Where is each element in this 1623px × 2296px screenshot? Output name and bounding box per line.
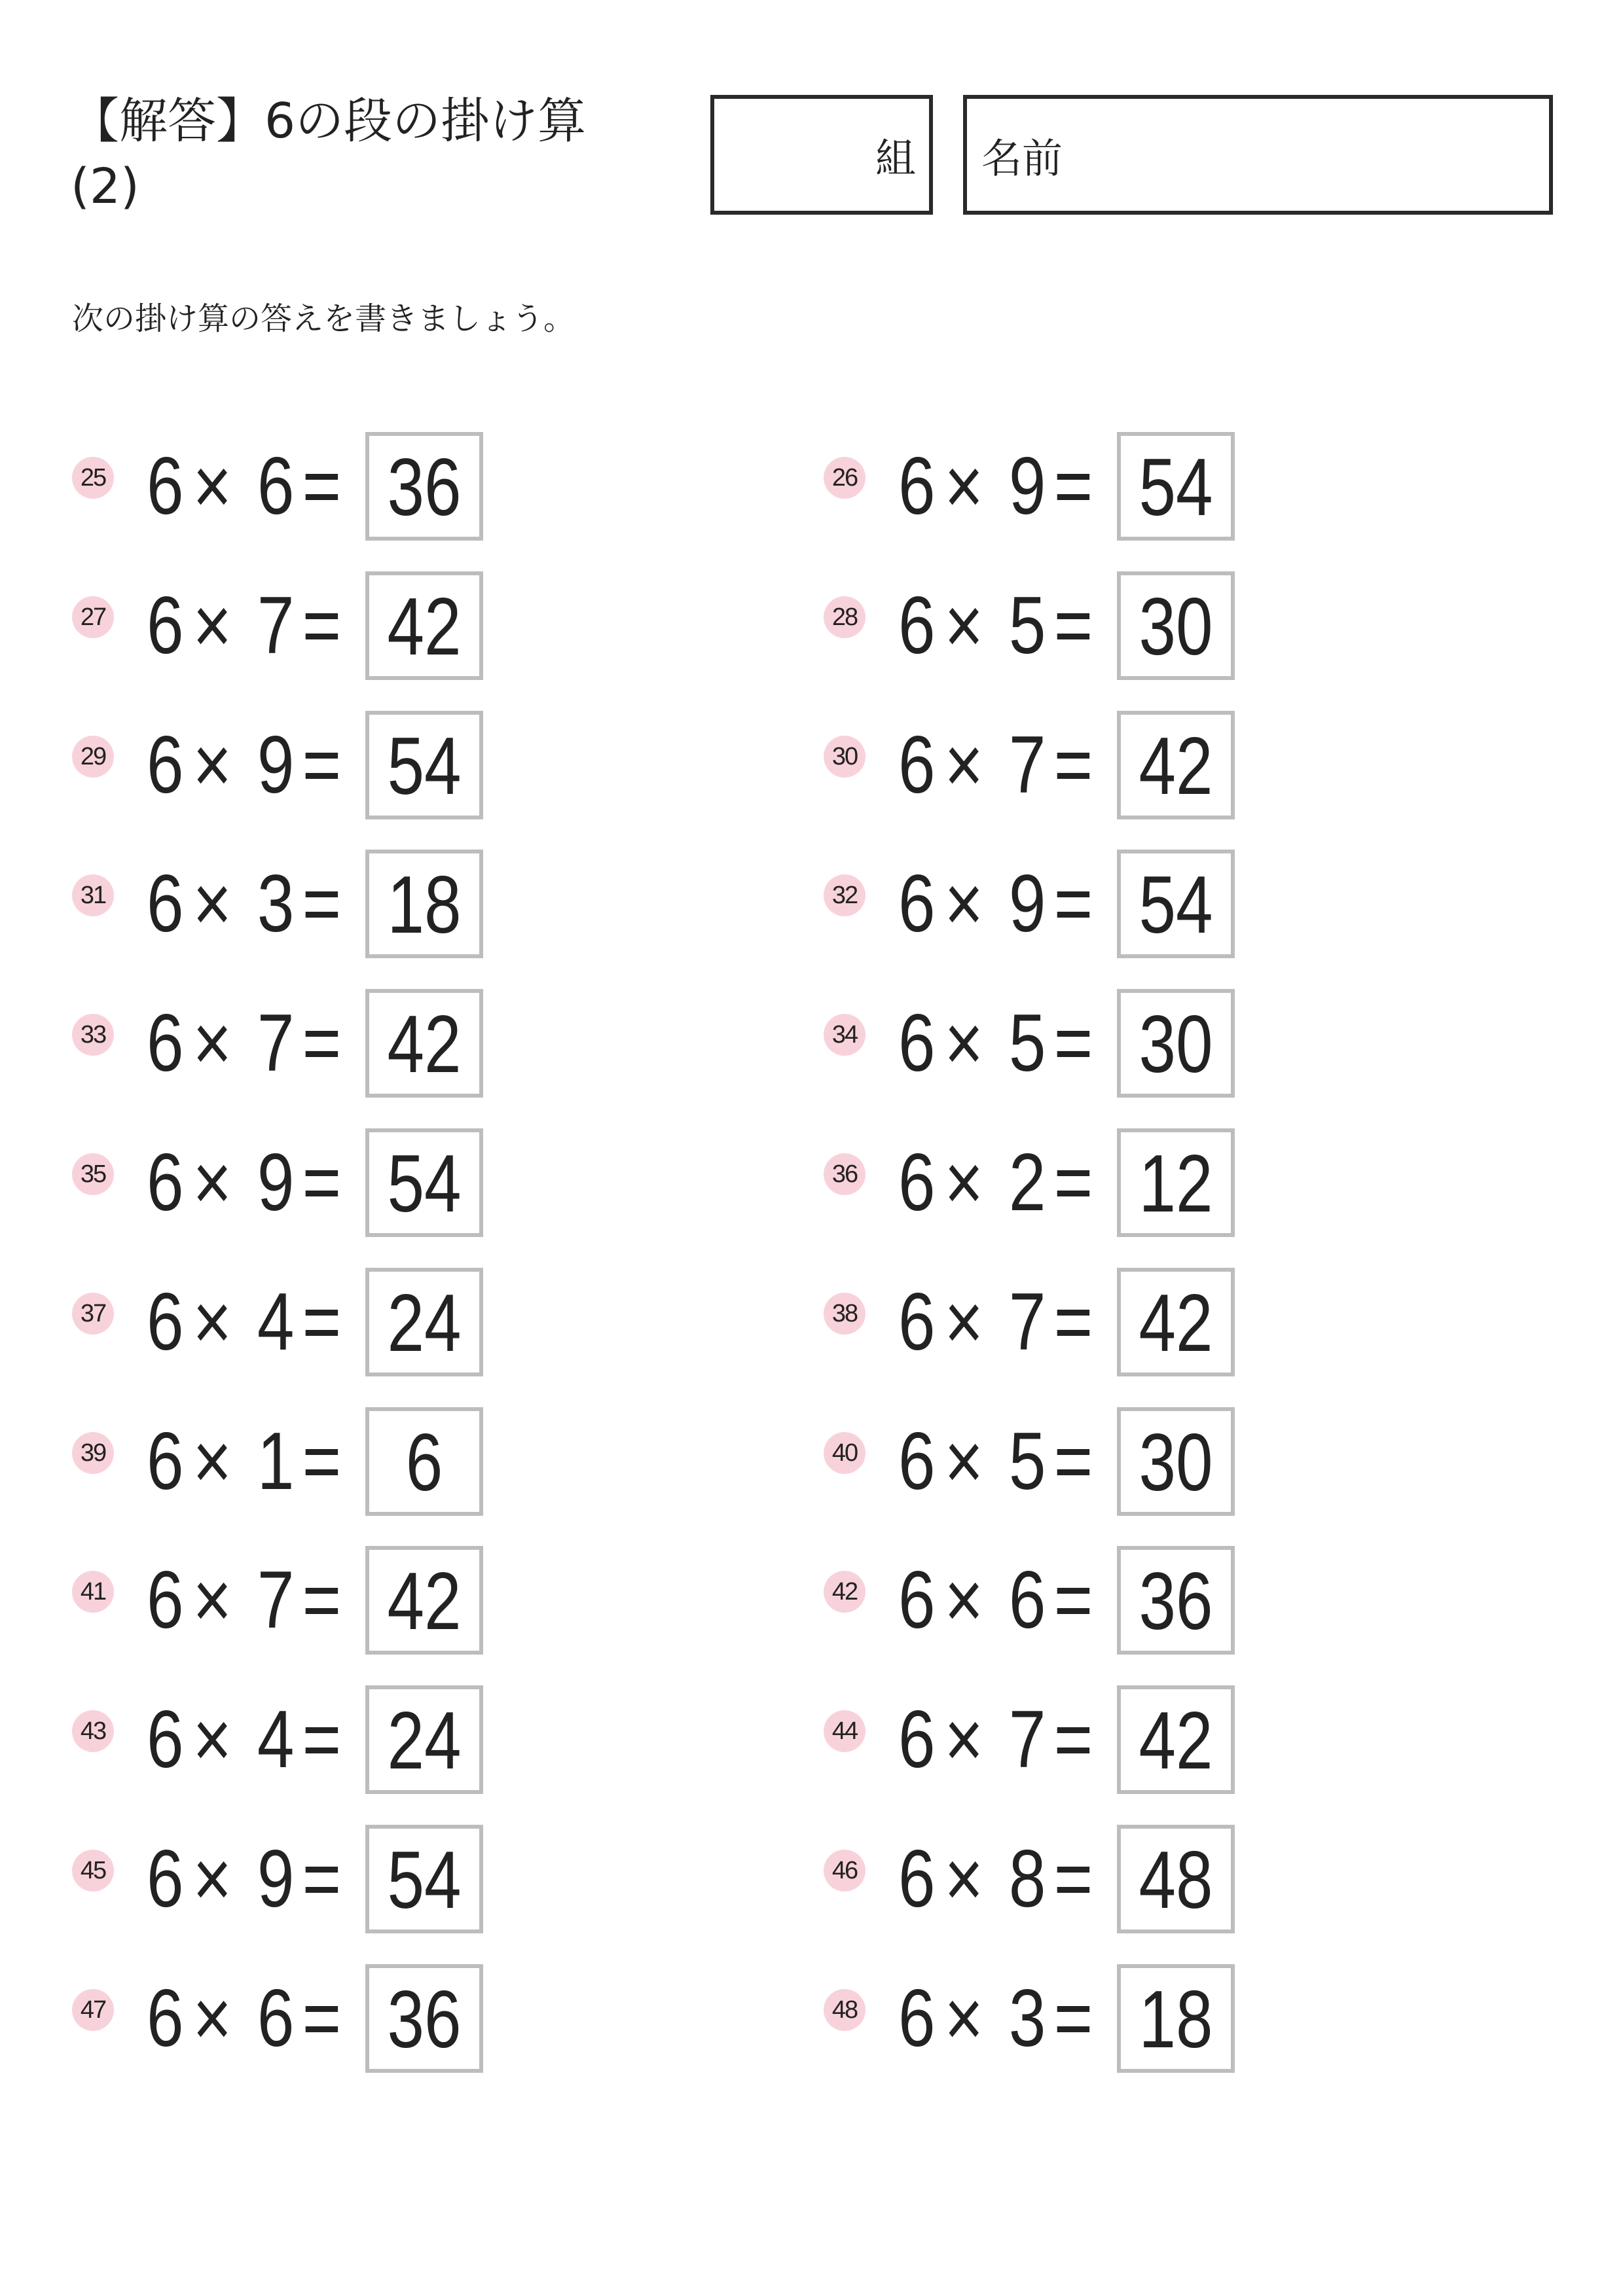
multiply-sign: ×: [944, 859, 983, 949]
equals-sign: =: [1053, 1695, 1093, 1785]
operand-b: 2: [1008, 1138, 1046, 1228]
operand-a: 6: [147, 1138, 184, 1228]
equals-sign: =: [1053, 998, 1093, 1088]
answer-box[interactable]: [365, 850, 483, 958]
equals-sign: =: [302, 581, 342, 671]
problem-number-badge: 39: [72, 1432, 114, 1474]
problem-number-badge: 48: [824, 1989, 866, 2031]
operand-b: 7: [257, 1555, 295, 1645]
problem-item: [72, 1964, 661, 2073]
equals-sign: =: [1053, 859, 1093, 949]
operand-b: 7: [1008, 1277, 1046, 1367]
multiply-sign: ×: [192, 1834, 232, 1924]
operand-a: 6: [898, 1555, 936, 1645]
answer-box[interactable]: [365, 571, 483, 680]
equals-sign: =: [302, 1695, 342, 1785]
operand-b: 6: [257, 441, 295, 531]
problem-item: [824, 989, 1413, 1098]
equals-sign: =: [1053, 1834, 1093, 1924]
problem-item: [72, 1546, 661, 1655]
operand-a: 6: [147, 1834, 184, 1924]
answer-box[interactable]: [1117, 1685, 1235, 1794]
answer-value: 6: [405, 1418, 443, 1508]
answer-box[interactable]: [365, 989, 483, 1098]
answer-value: 42: [1139, 1278, 1213, 1369]
title-line-1: 【解答】6の段の掛け算: [71, 93, 587, 149]
multiply-sign: ×: [192, 1277, 232, 1367]
multiply-sign: ×: [192, 1973, 232, 2064]
operand-a: 6: [898, 581, 936, 671]
problem-item: [72, 1685, 661, 1794]
multiply-sign: ×: [192, 441, 232, 531]
problem-number-badge: 41: [72, 1571, 114, 1613]
problem-item: [824, 1825, 1413, 1933]
answer-value: 30: [1139, 999, 1213, 1090]
answer-value: 54: [387, 1835, 462, 1926]
operand-a: 6: [898, 1695, 936, 1785]
equals-sign: =: [302, 1138, 342, 1228]
problem-item: [72, 571, 661, 680]
operand-a: 6: [147, 1277, 184, 1367]
answer-box[interactable]: [1117, 1964, 1235, 2073]
answer-value: 24: [387, 1696, 462, 1786]
answer-box[interactable]: [365, 1546, 483, 1655]
answer-value: 36: [1139, 1556, 1213, 1647]
answer-box[interactable]: [1117, 1407, 1235, 1516]
multiply-sign: ×: [944, 1138, 983, 1228]
answer-box[interactable]: [365, 432, 483, 541]
operand-b: 6: [1008, 1555, 1046, 1645]
multiply-sign: ×: [192, 1416, 232, 1507]
operand-a: 6: [898, 720, 936, 810]
problem-item: [72, 1128, 661, 1237]
operand-b: 6: [257, 1973, 295, 2064]
operand-a: 6: [898, 1834, 936, 1924]
multiply-sign: ×: [192, 1695, 232, 1785]
problem-number-badge: 46: [824, 1850, 866, 1892]
operand-a: 6: [898, 1973, 936, 2064]
operand-a: 6: [898, 859, 936, 949]
problem-number-badge: 40: [824, 1432, 866, 1474]
answer-box[interactable]: [1117, 1128, 1235, 1237]
problem-item: [824, 1685, 1413, 1794]
problem-item: [824, 1546, 1413, 1655]
operand-a: 6: [147, 859, 184, 949]
operand-b: 5: [1008, 1416, 1046, 1507]
answer-box[interactable]: [1117, 1546, 1235, 1655]
problem-number-badge: 27: [72, 596, 114, 638]
answer-box[interactable]: [365, 1268, 483, 1376]
operand-b: 7: [257, 998, 295, 1088]
problem-item: [824, 1964, 1413, 2073]
answer-value: 42: [387, 1556, 462, 1647]
class-label: 組: [875, 134, 916, 182]
operand-b: 4: [257, 1277, 295, 1367]
answer-value: 36: [387, 442, 462, 533]
answer-value: 54: [387, 1139, 462, 1229]
equals-sign: =: [302, 1416, 342, 1507]
answer-value: 42: [1139, 1696, 1213, 1786]
problem-number-badge: 35: [72, 1153, 114, 1195]
answer-box[interactable]: [1117, 571, 1235, 680]
multiply-sign: ×: [944, 1416, 983, 1507]
answer-value: 36: [387, 1975, 462, 2065]
multiply-sign: ×: [944, 720, 983, 810]
problem-number-badge: 30: [824, 736, 866, 778]
problem-number-badge: 31: [72, 874, 114, 916]
equals-sign: =: [302, 720, 342, 810]
answer-box[interactable]: [365, 1407, 483, 1516]
problem-item: [824, 1128, 1413, 1237]
operand-b: 9: [257, 720, 295, 810]
problem-item: [824, 571, 1413, 680]
multiply-sign: ×: [944, 1277, 983, 1367]
operand-b: 3: [257, 859, 295, 949]
answer-value: 42: [387, 999, 462, 1090]
answer-box[interactable]: [1117, 989, 1235, 1098]
operand-b: 8: [1008, 1834, 1046, 1924]
operand-b: 9: [1008, 859, 1046, 949]
problem-item: [824, 711, 1413, 819]
answer-value: 24: [387, 1278, 462, 1369]
operand-b: 9: [1008, 441, 1046, 531]
operand-a: 6: [898, 998, 936, 1088]
equals-sign: =: [302, 859, 342, 949]
equals-sign: =: [1053, 1555, 1093, 1645]
answer-box[interactable]: [1117, 711, 1235, 819]
problem-item: [72, 850, 661, 958]
multiply-sign: ×: [944, 1834, 983, 1924]
operand-a: 6: [898, 441, 936, 531]
equals-sign: =: [1053, 581, 1093, 671]
answer-box[interactable]: [1117, 1825, 1235, 1933]
answer-box[interactable]: [365, 1685, 483, 1794]
answer-value: 54: [1139, 442, 1213, 533]
equals-sign: =: [302, 441, 342, 531]
multiply-sign: ×: [944, 1555, 983, 1645]
operand-a: 6: [147, 1416, 184, 1507]
answer-value: 42: [387, 582, 462, 672]
multiply-sign: ×: [192, 1555, 232, 1645]
answer-box[interactable]: [365, 1964, 483, 2073]
operand-b: 7: [257, 581, 295, 671]
operand-a: 6: [147, 998, 184, 1088]
problem-item: [824, 1407, 1413, 1516]
answer-value: 18: [387, 860, 462, 950]
answer-box[interactable]: [365, 711, 483, 819]
equals-sign: =: [302, 1834, 342, 1924]
name-label: 名前: [981, 134, 1063, 182]
multiply-sign: ×: [944, 998, 983, 1088]
problem-number-badge: 29: [72, 736, 114, 778]
operand-b: 9: [257, 1138, 295, 1228]
multiply-sign: ×: [192, 720, 232, 810]
equals-sign: =: [1053, 1277, 1093, 1367]
answer-value: 54: [387, 721, 462, 812]
equals-sign: =: [302, 1277, 342, 1367]
answer-value: 30: [1139, 582, 1213, 672]
problem-item: [72, 1407, 661, 1516]
answer-value: 12: [1139, 1139, 1213, 1229]
multiply-sign: ×: [944, 441, 983, 531]
problem-number-badge: 37: [72, 1293, 114, 1335]
multiply-sign: ×: [192, 581, 232, 671]
equals-sign: =: [1053, 1138, 1093, 1228]
answer-value: 48: [1139, 1835, 1213, 1926]
equals-sign: =: [1053, 441, 1093, 531]
answer-value: 42: [1139, 721, 1213, 812]
problem-number-badge: 47: [72, 1989, 114, 2031]
problem-item: [72, 432, 661, 541]
problem-number-badge: 45: [72, 1850, 114, 1892]
operand-b: 7: [1008, 1695, 1046, 1785]
operand-a: 6: [898, 1416, 936, 1507]
problem-number-badge: 42: [824, 1571, 866, 1613]
operand-a: 6: [147, 441, 184, 531]
problem-item: [824, 432, 1413, 541]
title-line-2: (2): [71, 158, 139, 215]
answer-box[interactable]: [1117, 432, 1235, 541]
answer-value: 30: [1139, 1418, 1213, 1508]
problem-number-badge: 36: [824, 1153, 866, 1195]
answer-box[interactable]: [365, 1128, 483, 1237]
answer-value: 18: [1139, 1975, 1213, 2065]
problem-number-badge: 43: [72, 1710, 114, 1752]
multiply-sign: ×: [944, 1973, 983, 2064]
operand-a: 6: [898, 1277, 936, 1367]
multiply-sign: ×: [192, 1138, 232, 1228]
problem-number-badge: 25: [72, 457, 114, 499]
operand-a: 6: [147, 1695, 184, 1785]
operand-a: 6: [147, 720, 184, 810]
problem-number-badge: 38: [824, 1293, 866, 1335]
operand-b: 5: [1008, 998, 1046, 1088]
equals-sign: =: [302, 998, 342, 1088]
equals-sign: =: [1053, 1416, 1093, 1507]
problem-number-badge: 33: [72, 1014, 114, 1056]
operand-a: 6: [147, 1973, 184, 2064]
problem-number-badge: 44: [824, 1710, 866, 1752]
problem-number-badge: 28: [824, 596, 866, 638]
problem-item: [824, 850, 1413, 958]
problem-number-badge: 34: [824, 1014, 866, 1056]
problem-number-badge: 32: [824, 874, 866, 916]
answer-box[interactable]: [1117, 850, 1235, 958]
operand-a: 6: [147, 581, 184, 671]
problem-number-badge: 26: [824, 457, 866, 499]
equals-sign: =: [1053, 1973, 1093, 2064]
equals-sign: =: [302, 1555, 342, 1645]
problem-item: [824, 1268, 1413, 1376]
multiply-sign: ×: [944, 581, 983, 671]
problem-item: [72, 1268, 661, 1376]
problem-item: [72, 989, 661, 1098]
operand-b: 9: [257, 1834, 295, 1924]
operand-b: 5: [1008, 581, 1046, 671]
multiply-sign: ×: [192, 859, 232, 949]
operand-b: 1: [257, 1416, 295, 1507]
equals-sign: =: [1053, 720, 1093, 810]
operand-a: 6: [147, 1555, 184, 1645]
multiply-sign: ×: [192, 998, 232, 1088]
multiply-sign: ×: [944, 1695, 983, 1785]
equals-sign: =: [302, 1973, 342, 2064]
instruction-text: 次の掛け算の答えを書きましょう。: [72, 300, 575, 337]
problem-item: [72, 711, 661, 819]
operand-a: 6: [898, 1138, 936, 1228]
answer-box[interactable]: [365, 1825, 483, 1933]
operand-b: 7: [1008, 720, 1046, 810]
answer-box[interactable]: [1117, 1268, 1235, 1376]
operand-b: 4: [257, 1695, 295, 1785]
answer-value: 54: [1139, 860, 1213, 950]
operand-b: 3: [1008, 1973, 1046, 2064]
problem-item: [72, 1825, 661, 1933]
